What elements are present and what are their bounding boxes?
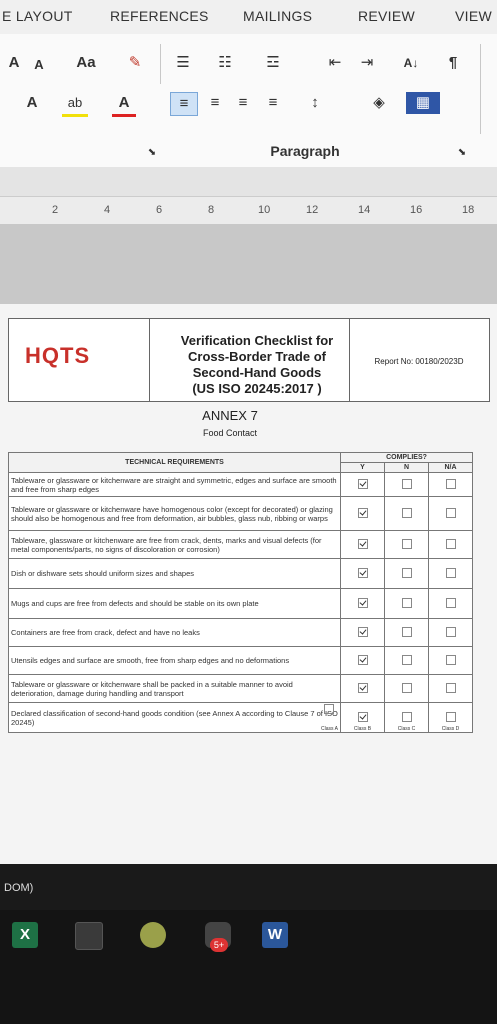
requirement-text: Declared classification of second-hand goods condition (see Annex A according to Clause 7 of ISO 20245) Class A [9,703,341,733]
checkbox-yes[interactable] [341,473,385,497]
table-row [9,619,473,647]
checkbox-icon [402,479,412,489]
checkbox-icon [402,683,412,693]
checked-icon [358,539,368,549]
checkbox-na[interactable] [429,497,473,531]
paragraph-dialog-launcher-icon[interactable]: ⬊ [457,147,467,158]
taskbar [0,910,497,1024]
shrink-font-button[interactable]: A [34,57,44,72]
complies-header: COMPLIES? [341,453,473,463]
checkbox-yes[interactable] [341,531,385,559]
table-row [9,473,473,497]
checkbox-no[interactable] [385,559,429,589]
multilevel-list-icon[interactable]: ☲ [266,54,280,71]
report-number: Report No: 00180/2023D [374,357,464,366]
word-icon[interactable]: W [262,922,288,948]
table-row [9,703,473,733]
checkbox-na[interactable] [429,675,473,703]
checkbox-no[interactable] [385,497,429,531]
checkbox-icon [402,712,412,722]
checkbox-na[interactable] [429,559,473,589]
checked-icon [358,712,368,722]
requirement-text: Mugs and cups are free from defects and should be stable on its own plate [9,589,341,619]
checkbox-icon [446,598,456,608]
checkbox-yes[interactable] [341,559,385,589]
font-dialog-launcher-icon[interactable]: ⬊ [147,147,157,158]
status-bar [0,864,497,910]
table-row [9,589,473,619]
hqts-logo: HQTS [25,343,91,368]
checkbox-na[interactable] [429,647,473,675]
checkbox-yes[interactable] [341,619,385,647]
ruler-tick: 6 [156,204,163,216]
app-icon[interactable] [75,922,103,950]
shading-icon[interactable]: ◈ [373,94,385,111]
checkbox-icon [446,539,456,549]
horizontal-ruler[interactable] [0,196,497,226]
col-yes: Y [341,463,385,473]
checked-icon [358,627,368,637]
checkbox-na[interactable] [429,619,473,647]
increase-indent-icon[interactable]: ⇥ [360,54,374,71]
ribbon-tabs [0,0,497,35]
requirement-text: Tableware or glassware or kitchenware shall be packed in a suitable manner to avoid deterioration, damage during handling and transport [9,675,341,703]
justify-icon[interactable]: ≡ [268,94,278,111]
checkbox-no[interactable] [385,647,429,675]
checkbox-no[interactable] [385,619,429,647]
table-row [9,647,473,675]
checkbox-icon [446,479,456,489]
checkbox-no[interactable] [385,589,429,619]
requirement-text: Dish or dishware sets should uniform sizes and shapes [9,559,341,589]
ruler-tick: 8 [208,204,215,216]
annex-title: ANNEX 7 [202,408,258,423]
checked-icon [358,598,368,608]
checkbox-icon [446,712,456,722]
checked-icon [358,479,368,489]
checkbox-icon [402,598,412,608]
col-na: N/A [429,463,473,473]
class-a-label: Class A [321,726,338,732]
checked-icon [358,655,368,665]
ruler-tick: 12 [306,204,319,216]
borders-icon[interactable]: ▦ [406,92,440,114]
divider [160,44,161,84]
checkbox-icon [402,568,412,578]
tab-references[interactable]: REFERENCES [110,8,209,24]
checkbox-icon [402,655,412,665]
ruler-tick: 18 [462,204,475,216]
annex-subtitle: Food Contact [202,428,258,438]
requirement-text: Utensils edges and surface are smooth, free from sharp edges and no deformations [9,647,341,675]
notification-badge: 5+ [210,938,228,952]
checkbox-icon [402,627,412,637]
checkbox-na[interactable] [429,531,473,559]
ribbon [0,34,497,168]
checked-icon [358,683,368,693]
checkbox-icon[interactable] [324,704,334,714]
checkbox-class-c[interactable] [385,703,429,733]
requirement-text: Tableware or glassware or kitchenware have homogenous color (except for decorated) or glazing should also be homogenous and free from deformation, air bubbles, glass nub, ribbing or warps [9,497,341,531]
technical-requirements-header: TECHNICAL REQUIREMENTS [9,453,341,473]
checkbox-no[interactable] [385,675,429,703]
ruler-tick: 14 [358,204,371,216]
tab-page-layout[interactable]: E LAYOUT [2,8,73,24]
table-row [9,497,473,531]
excel-icon[interactable]: X [12,922,38,948]
requirement-text: Tableware, glassware or kitchenware are free from crack, dents, marks and visual defects (for metal components/parts, no signs of discoloration or corrosion) [9,531,341,559]
checkbox-icon [402,508,412,518]
requirement-text: Tableware or glassware or kitchenware are straight and symmetric, edges and surface are smooth and free from sharp edges [9,473,341,497]
decrease-indent-icon[interactable]: ⇤ [328,54,342,71]
divider [480,44,481,134]
text-highlight-button[interactable]: ab [62,92,88,117]
tab-mailings[interactable]: MAILINGS [243,8,313,24]
table-row [9,531,473,559]
document-background [0,224,497,304]
checked-icon [358,508,368,518]
checkbox-icon [446,683,456,693]
class-b-label: Class B [353,726,372,732]
checkbox-yes[interactable] [341,497,385,531]
clear-formatting-icon[interactable]: ✎ [128,54,142,71]
checkbox-no[interactable] [385,473,429,497]
checkbox-yes[interactable] [341,589,385,619]
status-text: DOM) [4,882,34,894]
checkbox-icon [446,655,456,665]
tab-view[interactable]: VIEW [455,8,492,24]
align-center-icon[interactable]: ≡ [210,94,220,111]
checkbox-class-d[interactable] [429,703,473,733]
document-title: Verification Checklist for Cross-Border Trade of Second-Hand Goods (US ISO 20245:2017 ) [180,333,334,396]
table-row [9,559,473,589]
document-page[interactable] [0,304,497,864]
checkbox-yes[interactable] [341,675,385,703]
checked-icon [358,568,368,578]
checkbox-icon [446,568,456,578]
sort-button[interactable]: A↓ [403,56,419,70]
table-row [9,675,473,703]
show-formatting-button[interactable]: ¶ [448,54,458,71]
class-d-label: Class D [441,726,460,732]
checklist-table [8,452,473,733]
font-color-button[interactable]: A [112,92,136,117]
col-no: N [385,463,429,473]
ruler-tick: 4 [104,204,111,216]
document-header-box [8,318,490,402]
table-header-row [9,453,473,463]
checkbox-icon [446,627,456,637]
align-left-icon[interactable]: ≡ [170,92,198,116]
chrome-icon[interactable] [140,922,166,948]
ruler-tick: 2 [52,204,59,216]
tab-review[interactable]: REVIEW [358,8,416,24]
checkbox-icon [402,539,412,549]
change-case-button[interactable]: Aa [76,54,96,71]
grow-font-button[interactable]: A [8,54,20,71]
text-effects-button[interactable]: A [26,94,38,111]
align-right-icon[interactable]: ≡ [238,94,248,111]
checkbox-no[interactable] [385,531,429,559]
checkbox-na[interactable] [429,589,473,619]
ruler-tick: 10 [258,204,271,216]
requirement-text: Containers are free from crack, defect and have no leaks [9,619,341,647]
bullets-icon[interactable]: ☰ [176,54,190,71]
ruler-tick: 16 [410,204,423,216]
checkbox-yes[interactable] [341,647,385,675]
checkbox-class-b[interactable] [341,703,385,733]
paragraph-group-label: Paragraph [270,143,340,159]
ruler-gap [0,167,497,196]
line-spacing-icon[interactable]: ↕ [311,94,319,111]
checkbox-icon [446,508,456,518]
numbering-icon[interactable]: ☷ [218,54,232,71]
class-c-label: Class C [397,726,416,732]
checkbox-na[interactable] [429,473,473,497]
